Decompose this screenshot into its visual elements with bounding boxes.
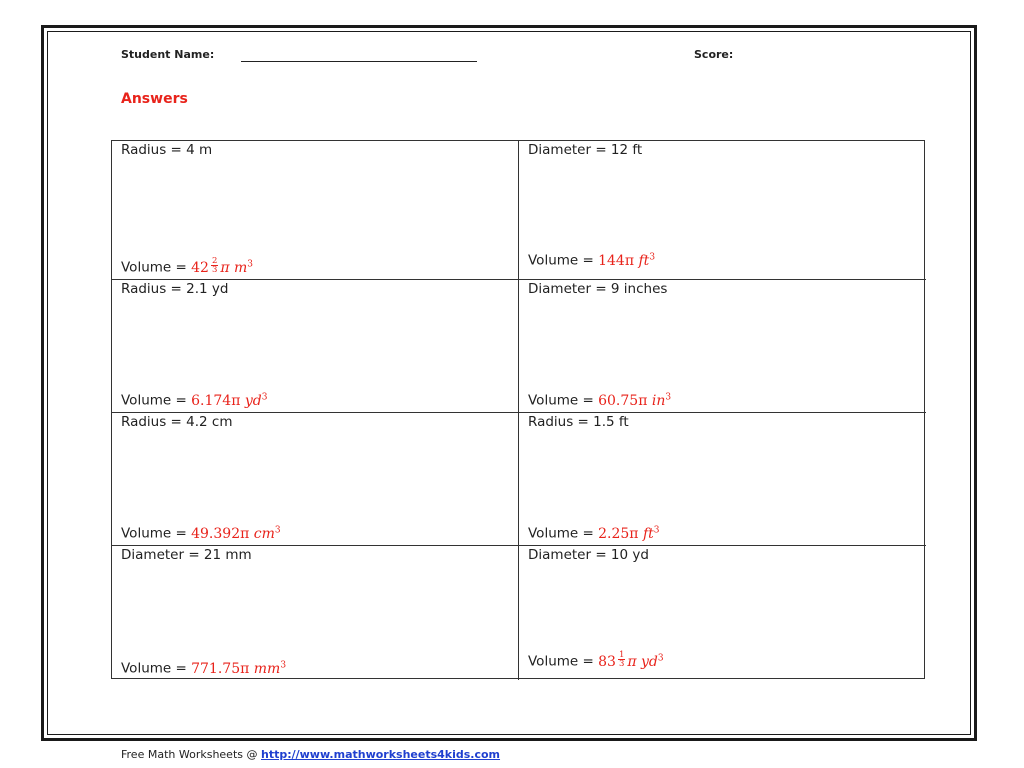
problem-cell-3 (112, 280, 519, 413)
problem-cell-1 (112, 141, 519, 280)
student-name-blank-line (241, 61, 477, 62)
problem-given: Diameter = 12 ft (528, 142, 643, 158)
fraction-denominator: 3 (618, 659, 625, 669)
volume-value (191, 256, 254, 276)
volume-coefficient: 144π (598, 253, 635, 269)
volume-answer (528, 650, 664, 670)
volume-coefficient: 49.392π (191, 526, 250, 542)
volume-label: Volume = (121, 259, 192, 276)
volume-value (191, 661, 286, 677)
volume-coefficient: 6.174π (191, 393, 241, 409)
volume-whole: 42 (191, 259, 209, 276)
volume-exponent: 3 (274, 525, 281, 536)
problems-grid (111, 140, 925, 679)
volume-exponent: 3 (649, 252, 656, 263)
problem-cell-8 (519, 546, 926, 680)
volume-exponent: 3 (665, 392, 672, 403)
volume-fraction (211, 257, 218, 274)
footer-website-link[interactable]: http://www.mathworksheets4kids.com (260, 748, 501, 761)
problem-given: Diameter = 10 yd (528, 547, 649, 563)
volume-exponent: 3 (657, 652, 664, 663)
score-label: Score: (694, 48, 734, 61)
volume-unit: m (234, 259, 248, 276)
problem-cell-5 (112, 413, 519, 546)
volume-answer (121, 525, 281, 542)
volume-answer (121, 392, 267, 409)
volume-unit: ft (638, 253, 650, 269)
volume-label: Volume = (528, 526, 599, 542)
fraction-denominator: 3 (211, 265, 218, 275)
volume-coefficient: 2.25π (598, 526, 639, 542)
problem-cell-7 (112, 546, 519, 680)
volume-label: Volume = (528, 253, 599, 269)
volume-exponent: 3 (280, 660, 287, 671)
problem-cell-6 (519, 413, 926, 546)
volume-unit: yd (641, 653, 658, 670)
problem-given: Radius = 1.5 ft (528, 414, 629, 430)
problem-given: Radius = 4.2 cm (121, 414, 233, 430)
volume-label: Volume = (121, 661, 192, 677)
pi-symbol: π (627, 653, 637, 670)
fraction-numerator: 2 (211, 256, 218, 266)
volume-label: Volume = (528, 653, 599, 670)
volume-answer (528, 392, 671, 409)
volume-unit: ft (642, 526, 654, 542)
problem-given: Radius = 2.1 yd (121, 281, 229, 297)
volume-answer (121, 256, 254, 276)
student-name-label: Student Name: (121, 48, 215, 61)
problem-cell-2 (519, 141, 926, 280)
volume-exponent: 3 (261, 392, 268, 403)
problem-given: Diameter = 21 mm (121, 547, 252, 563)
volume-label: Volume = (121, 393, 192, 409)
volume-coefficient: 60.75π (598, 393, 648, 409)
footer (121, 748, 500, 761)
volume-value (598, 393, 671, 409)
volume-coefficient: 771.75π (191, 661, 250, 677)
problem-given: Diameter = 9 inches (528, 281, 668, 297)
volume-label: Volume = (121, 526, 192, 542)
volume-unit: yd (244, 393, 262, 409)
volume-unit: mm (253, 661, 281, 677)
volume-whole: 83 (598, 653, 616, 670)
problem-given: Radius = 4 m (121, 142, 213, 158)
volume-value (191, 526, 281, 542)
volume-answer (121, 660, 286, 677)
volume-value (598, 526, 659, 542)
volume-value (598, 650, 664, 670)
volume-unit: in (651, 393, 666, 409)
volume-exponent: 3 (653, 525, 660, 536)
volume-value (191, 393, 267, 409)
footer-text: Free Math Worksheets @ (121, 748, 261, 761)
answers-heading: Answers (121, 91, 188, 107)
pi-symbol: π (220, 259, 230, 276)
fraction-numerator: 1 (618, 650, 625, 660)
problem-cell-4 (519, 280, 926, 413)
volume-fraction (618, 651, 625, 668)
volume-answer (528, 525, 659, 542)
volume-label: Volume = (528, 393, 599, 409)
volume-value (598, 253, 655, 269)
volume-exponent: 3 (247, 258, 254, 269)
volume-unit: cm (253, 526, 275, 542)
volume-answer (528, 252, 655, 269)
